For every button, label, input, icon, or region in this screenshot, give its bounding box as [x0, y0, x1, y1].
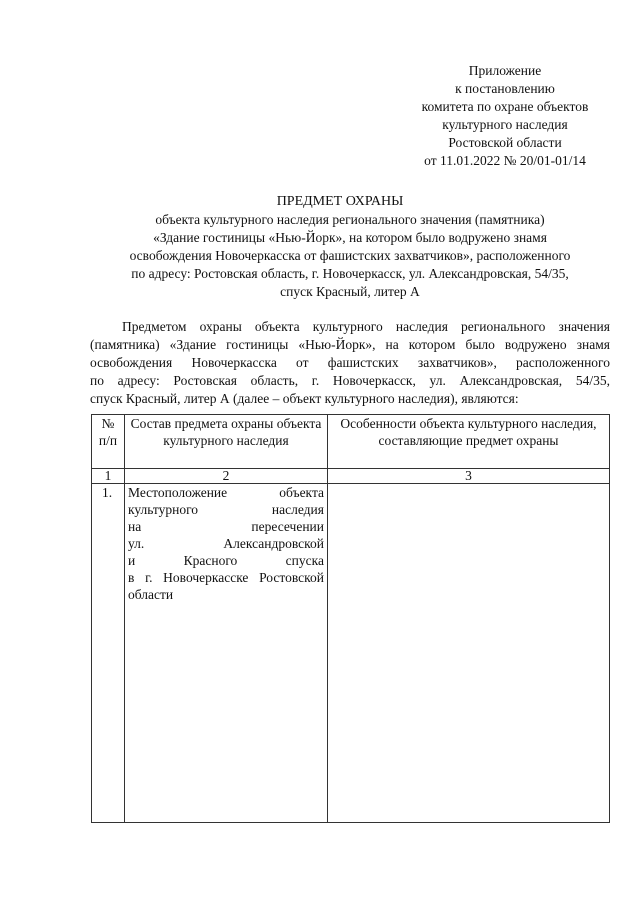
paragraph-line: освобождения Новочеркасска от фашистских захватчиков», расположенного: [90, 355, 610, 370]
subtitle-line: по адресу: Ростовская область, г. Новочеркасск, ул. Александровская, 54/35,: [131, 266, 569, 281]
document-subtitle: [90, 211, 610, 301]
row-subject: [125, 484, 328, 823]
column-number: 2: [125, 469, 328, 484]
appendix-line: к постановлению: [455, 81, 555, 96]
subject-line: в г. Новочеркасске Ростовской: [128, 570, 324, 585]
subject-line: Местоположение объекта: [128, 485, 324, 500]
appendix-block: [380, 62, 630, 170]
subtitle-line: спуск Красный, литер А: [280, 284, 420, 299]
subject-line: культурного наследия: [128, 502, 324, 517]
subtitle-line: «Здание гостиницы «Нью-Йорк», на котором было водружено знамя: [153, 230, 547, 245]
paragraph-line: (памятника) «Здание гостиницы «Нью-Йорк», на котором было водружено знамя: [90, 337, 610, 352]
subject-line: и Красного спуска: [128, 553, 324, 568]
subtitle-line: освобождения Новочеркасска от фашистских захватчиков», расположенного: [129, 248, 571, 263]
table-row: [92, 484, 610, 823]
column-number: 3: [328, 469, 610, 484]
header-num: № п/п: [92, 415, 125, 469]
paragraph-line: спуск Красный, литер А (далее – объект культурного наследия), являются:: [90, 391, 519, 406]
header-features: Особенности объекта культурного наследия, составляющие предмет охраны: [328, 415, 610, 469]
subject-line: на пересечении: [128, 519, 324, 534]
appendix-line: комитета по охране объектов: [421, 99, 589, 114]
appendix-line: культурного наследия: [442, 117, 568, 132]
appendix-line: Приложение: [468, 63, 542, 78]
appendix-line: от 11.01.2022 № 20/01-01/14: [424, 153, 586, 168]
table-header-row: [92, 415, 610, 469]
intro-paragraph: [90, 318, 610, 408]
document-title: ПРЕДМЕТ ОХРАНЫ: [276, 194, 404, 209]
row-number: 1.: [92, 484, 125, 823]
subtitle-line: объекта культурного наследия регионального значения (памятника): [155, 212, 545, 227]
subject-line: области: [128, 587, 174, 602]
header-subject: Состав предмета охраны объекта культурного наследия: [125, 415, 328, 469]
row-features: [328, 484, 610, 823]
paragraph-line: Предметом охраны объекта культурного наследия регионального значения: [122, 319, 610, 334]
column-number: 1: [92, 469, 125, 484]
paragraph-line: по адресу: Ростовская область, г. Новочеркасск, ул. Александровская, 54/35,: [90, 373, 610, 388]
appendix-line: Ростовской области: [448, 135, 562, 150]
column-number-row: [92, 469, 610, 484]
subject-line: ул. Александровской: [128, 536, 324, 551]
protection-subject-table: [91, 414, 610, 823]
